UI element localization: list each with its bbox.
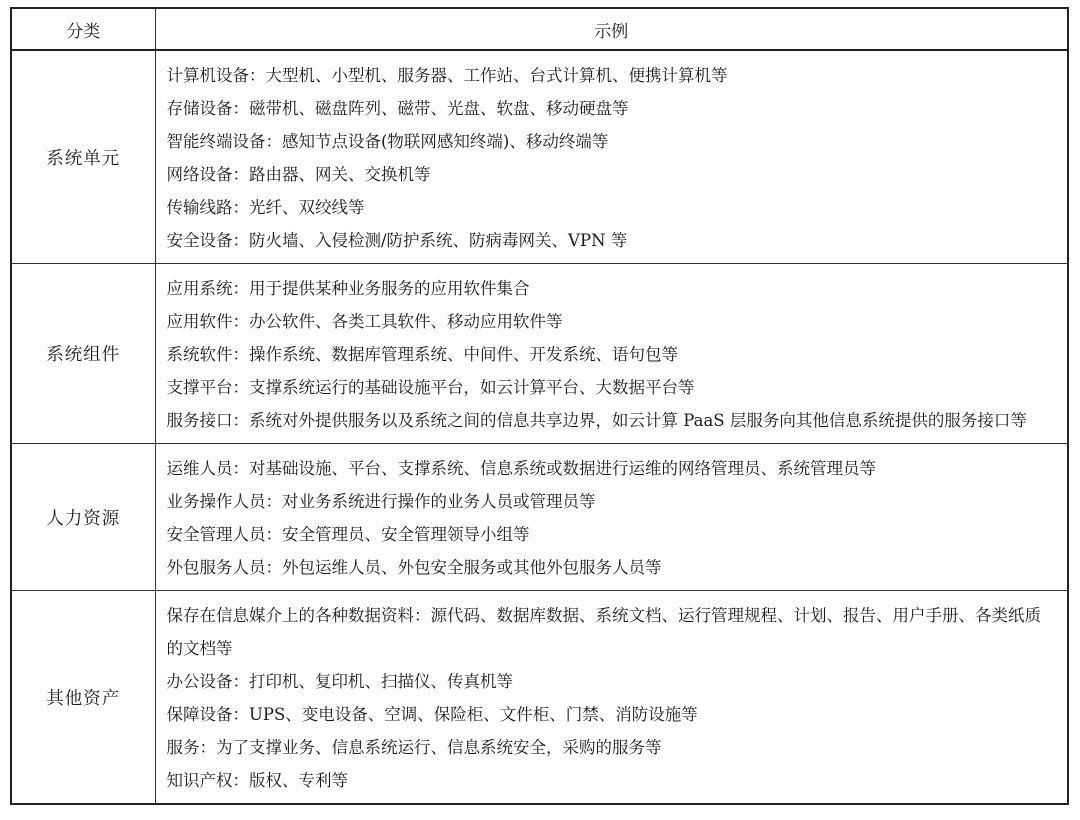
example-line: 服务：为了支撑业务、信息系统运行、信息系统安全，采购的服务等 [166, 738, 662, 757]
example-line: 保存在信息媒介上的各种数据资料：源代码、数据库数据、系统文档、运行管理规程、计划、报告、用户手册、各类纸质的文档等 [166, 606, 1041, 658]
table-row [11, 50, 1068, 264]
example-line: 保障设备：UPS、变电设备、空调、保险柜、文件柜、门禁、消防设施等 [166, 705, 698, 724]
example-line: 网络设备：路由器、网关、交换机等 [166, 165, 431, 184]
asset-classification-table [10, 7, 1069, 805]
example-line: 安全设备：防火墙、入侵检测/防护系统、防病毒网关、VPN 等 [166, 231, 628, 250]
example-line: 外包服务人员：外包运维人员、外包安全服务或其他外包服务人员等 [166, 558, 662, 577]
table-header-row [11, 8, 1068, 50]
example-line: 应用系统：用于提供某种业务服务的应用软件集合 [166, 279, 530, 298]
example-line: 智能终端设备：感知节点设备(物联网感知终端)、移动终端等 [166, 132, 609, 151]
category-cell: 系统单元 [11, 50, 155, 264]
example-line: 系统软件：操作系统、数据库管理系统、中间件、开发系统、语句包等 [166, 345, 678, 364]
examples-cell [155, 50, 1068, 264]
header-category: 分类 [11, 8, 155, 50]
category-cell: 系统组件 [11, 264, 155, 444]
example-line: 计算机设备：大型机、小型机、服务器、工作站、台式计算机、便携计算机等 [166, 66, 728, 85]
example-line: 安全管理人员：安全管理员、安全管理领导小组等 [166, 525, 530, 544]
example-line: 办公设备：打印机、复印机、扫描仪、传真机等 [166, 672, 513, 691]
examples-cell [155, 264, 1068, 444]
table-row [11, 264, 1068, 444]
examples-cell [155, 444, 1068, 591]
category-cell: 其他资产 [11, 591, 155, 805]
table-row [11, 444, 1068, 591]
example-line: 服务接口：系统对外提供服务以及系统之间的信息共享边界，如云计算 PaaS 层服务向其他信息系统提供的服务接口等 [166, 411, 1027, 430]
header-examples: 示例 [155, 8, 1068, 50]
example-line: 业务操作人员：对业务系统进行操作的业务人员或管理员等 [166, 492, 596, 511]
example-line: 知识产权：版权、专利等 [166, 771, 348, 790]
example-line: 应用软件：办公软件、各类工具软件、移动应用软件等 [166, 312, 563, 331]
examples-cell [155, 591, 1068, 805]
category-cell: 人力资源 [11, 444, 155, 591]
example-line: 传输线路：光纤、双绞线等 [166, 198, 365, 217]
example-line: 运维人员：对基础设施、平台、支撑系统、信息系统或数据进行运维的网络管理员、系统管理员等 [166, 459, 876, 478]
table-row [11, 591, 1068, 805]
example-line: 支撑平台：支撑系统运行的基础设施平台，如云计算平台、大数据平台等 [166, 378, 695, 397]
example-line: 存储设备：磁带机、磁盘阵列、磁带、光盘、软盘、移动硬盘等 [166, 99, 629, 118]
